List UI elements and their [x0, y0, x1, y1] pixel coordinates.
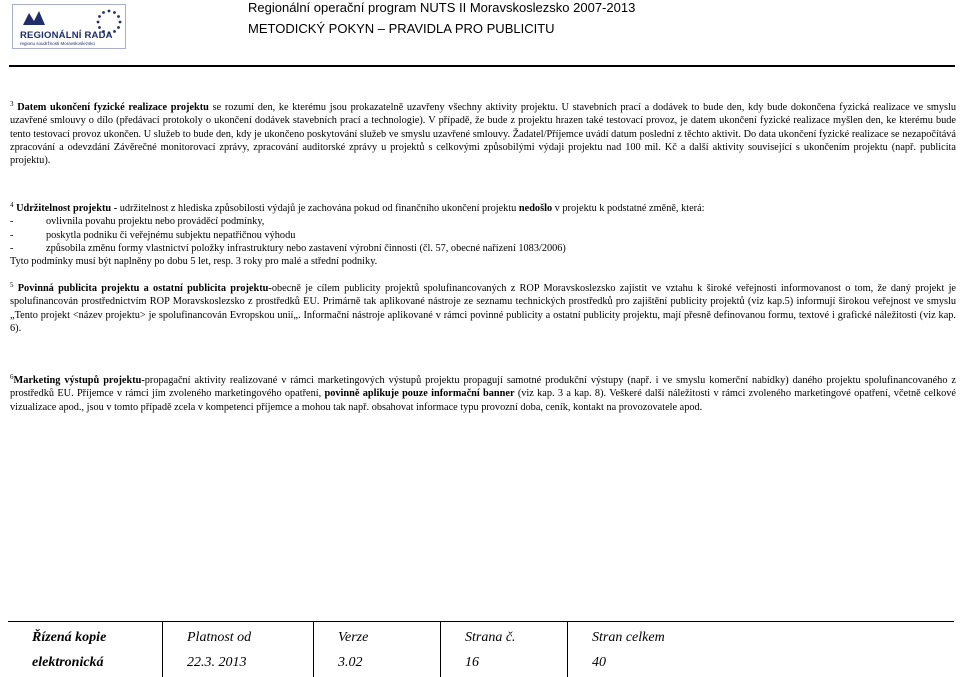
footnote-number: 5	[10, 281, 14, 289]
list-item-text: ovlivnila povahu projektu nebo prováděcí podmínky,	[46, 216, 265, 228]
total-pages-value: 40	[568, 653, 955, 677]
footnote-term: Udržitelnost projektu -	[16, 203, 118, 214]
list-dash: -	[10, 242, 14, 254]
footnote-text: v projektu k podstatné změně, která:	[552, 203, 705, 214]
logo-subtitle: regionu soudržnosti Moravskoslezsko	[20, 41, 96, 46]
list-item	[10, 229, 956, 242]
list-dash: -	[10, 229, 14, 241]
footnote-closing: Tyto podmínky musí být naplněny po dobu 5 let, resp. 3 roky pro malé a střední podniky.	[10, 256, 378, 268]
footnote-emphasis: nedošlo	[518, 203, 553, 214]
footnote-text: propagační aktivity realizované v rámci marketingových výstupů projektu propagují samotné produkční výstupy (např. i ve smyslu komerční nabídky) daného projektu spolufinancovaného z prostředků EU. Příjemce v rámci jím zvoleného marketingového opatření,	[10, 375, 956, 400]
footnote-term: Povinná publicita projektu a ostatní publicita projektu-	[17, 283, 272, 294]
footnote-number: 6	[10, 373, 14, 381]
page-number-label: Strana č.	[441, 622, 568, 653]
validity-label: Platnost od	[163, 622, 314, 653]
footnote-term: Marketing výstupů projektu-	[13, 375, 145, 386]
footnote-text: udržitelnost z hlediska způsobilosti výdajů je zachována pokud od finančního ukončení projektu	[117, 203, 519, 214]
header-program-title: Regionální operační program NUTS II Moravskoslezsko 2007-2013	[248, 0, 636, 15]
regional-council-logo	[12, 4, 126, 49]
document-footer-table	[8, 621, 954, 677]
footnote-3	[10, 101, 956, 167]
logo-mark-icon	[21, 9, 47, 27]
copy-type-value: elektronická	[32, 654, 104, 670]
footnote-term: Datem ukončení fyzické realizace projektu	[17, 102, 209, 113]
list-item-text: poskytla podniku či veřejnému subjektu nepatřičnou výhodu	[46, 229, 296, 241]
footnote-number: 4	[10, 201, 14, 209]
footnote-6	[10, 374, 956, 414]
version-value: 3.02	[314, 653, 441, 677]
footnote-4	[10, 202, 956, 268]
footnote-5	[10, 282, 956, 335]
footnote-text: obecně je cílem publicity projektů spolufinancovaných z ROP Moravskoslezsko zajistit ve vztahu k široké veřejnosti informovanost o tom, že daný projekt je spolufinancován prostřednictvím ROP Moravskoslezsko z prostředků EU. Primárně tak aplikované nástroje ze seznamu technických prostředků pro zajištění publicity projektů (viz kap.5) informují širokou veřejnost ve smyslu „Tento projekt <název projektu> je spolufinancován Evropskou unií„. Informační nástroje aplikované v rámci povinné publicity a ostatní publicity projektu, mají přesně definovanou formu, textové i grafické náležitosti (viz kap. 6).	[10, 283, 956, 334]
header-divider	[9, 65, 955, 67]
list-dash: -	[10, 216, 14, 228]
footnote-text: (viz kap. 3 a kap. 8). Veškeré další náležitosti v rámci zvoleného marketingové opatření, včetně celkové vizualizace apod., jsou v tomto případě zcela v kompetenci příjemce a mohou tak např. obsahovat informace typu provozní doba, ceník, kontakt na provozovatele apod.	[10, 388, 956, 413]
list-item	[10, 242, 956, 255]
footnote-number: 3	[10, 100, 14, 108]
header-document-title: METODICKÝ POKYN – PRAVIDLA PRO PUBLICITU	[248, 21, 555, 36]
total-pages-label: Stran celkem	[568, 622, 955, 653]
copy-type-label: Řízená kopie	[32, 630, 107, 645]
list-item-text: způsobila změnu formy vlastnictví položky infrastruktury nebo zastavení výrobní činnosti (čl. 57, obecné nařízení 1083/2006)	[46, 242, 566, 254]
version-label: Verze	[314, 622, 441, 653]
footnote-text: se rozumí den, ke kterému jsou prokazatelně uzavřeny všechny aktivity projektu. U stavebních prací a dodávek to bude den, kdy bude dokončena fyzická realizace ve smyslu uzavřené smlouvy o dílo (předávací protokoly o ukončení dodávek stavebních prací a technologie). V případě, že bude z projektu hrazen také testovací provoz, je datem ukončení fyzické realizace myšlen den, ke kterému bude tento testovací provoz ukončen. U služeb to bude den, kdy je ukončeno poskytování služeb ve smyslu uzavřené smlouvy. Žadatel/Příjemce uvádí datum poslední z těchto aktivit. Do data ukončení fyzické realizace se nezapočítává zpracování a odevzdání Závěrečné monitorovací zprávy, zpracování auditorské zprávy u projektů s celkovými způsobilými výdaji projektu nad 100 mil. Kč a další aktivity související s ukončením projektu (např. publicita projektu).	[10, 102, 957, 167]
logo-title: REGIONÁLNÍ RADA	[20, 30, 113, 41]
validity-value: 22.3. 2013	[163, 653, 314, 677]
footnote-emphasis: povinně aplikuje pouze informační banner	[324, 388, 515, 400]
list-item	[10, 215, 956, 228]
page-number-value: 16	[441, 653, 568, 677]
